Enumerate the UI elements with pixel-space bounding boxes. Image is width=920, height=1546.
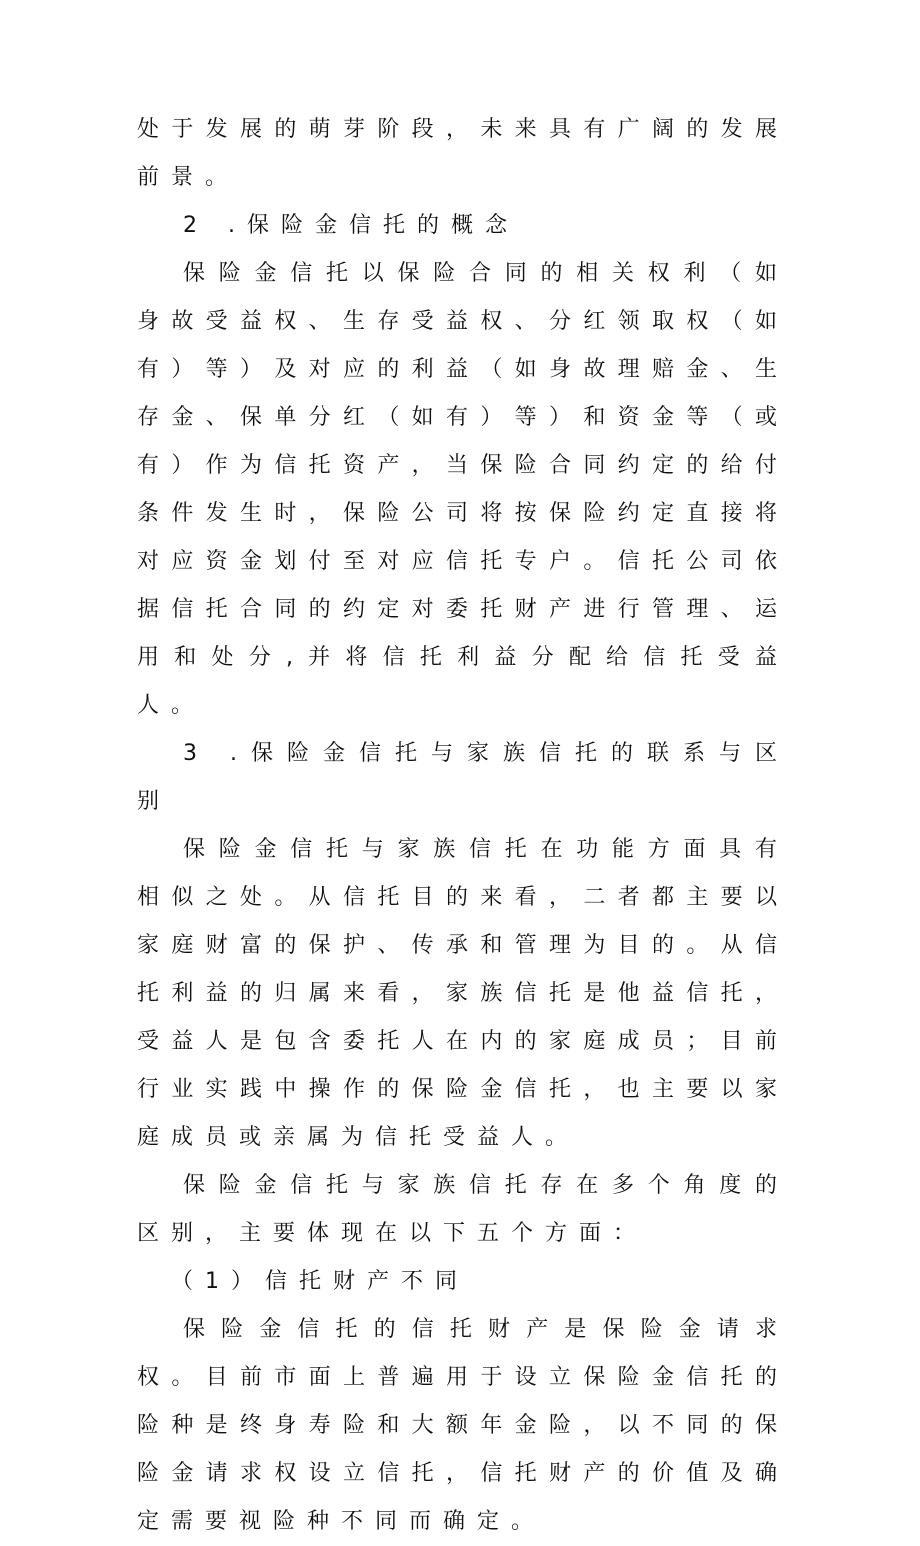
paragraph-concept: 保险金信托以保险合同的相关权利（如身故受益权、生存受益权、分红领取权（如有）等）及对应的利益（如身故理赔金、生存金、保单分红（如有）等）和资金等（或有）作为信托资产，当保险合同约定的给付条件发生时，保险公司将按保险约定直接将对应资金划付至对应信托专户。信托公司依据信托合同的约定对委托财产进行管理、运用和处分,并将信托利益分配给信托受益人。 [137, 261, 789, 718]
paragraph-differences-intro: 保险金信托与家族信托存在多个角度的区别，主要体现在以下五个方面： [137, 1173, 789, 1246]
document-page [137, 106, 789, 1546]
section-heading-2: 2 .保险金信托的概念 [183, 213, 519, 238]
paragraph-trust-property: 保险金信托的信托财产是保险金请求权。目前市面上普遍用于设立保险金信托的险种是终身寿险和大额年金险，以不同的保险金请求权设立信托，信托财产的价值及确定需要视险种不同而确定。 [137, 1317, 789, 1534]
paragraph-continuation: 处于发展的萌芽阶段，未来具有广阔的发展前景。 [137, 117, 789, 190]
paragraph-similarities: 保险金信托与家族信托在功能方面具有相似之处。从信托目的来看，二者都主要以家庭财富的保护、传承和管理为目的。从信托利益的归属来看，家族信托是他益信托，受益人是包含委托人在内的家庭成员；目前行业实践中操作的保险金信托，也主要以家庭成员或亲属为信托受益人。 [137, 837, 789, 1150]
section-heading-3: 3 .保险金信托与家族信托的联系与区别 [137, 741, 789, 814]
sub-heading-1: （1）信托财产不同 [171, 1269, 469, 1294]
